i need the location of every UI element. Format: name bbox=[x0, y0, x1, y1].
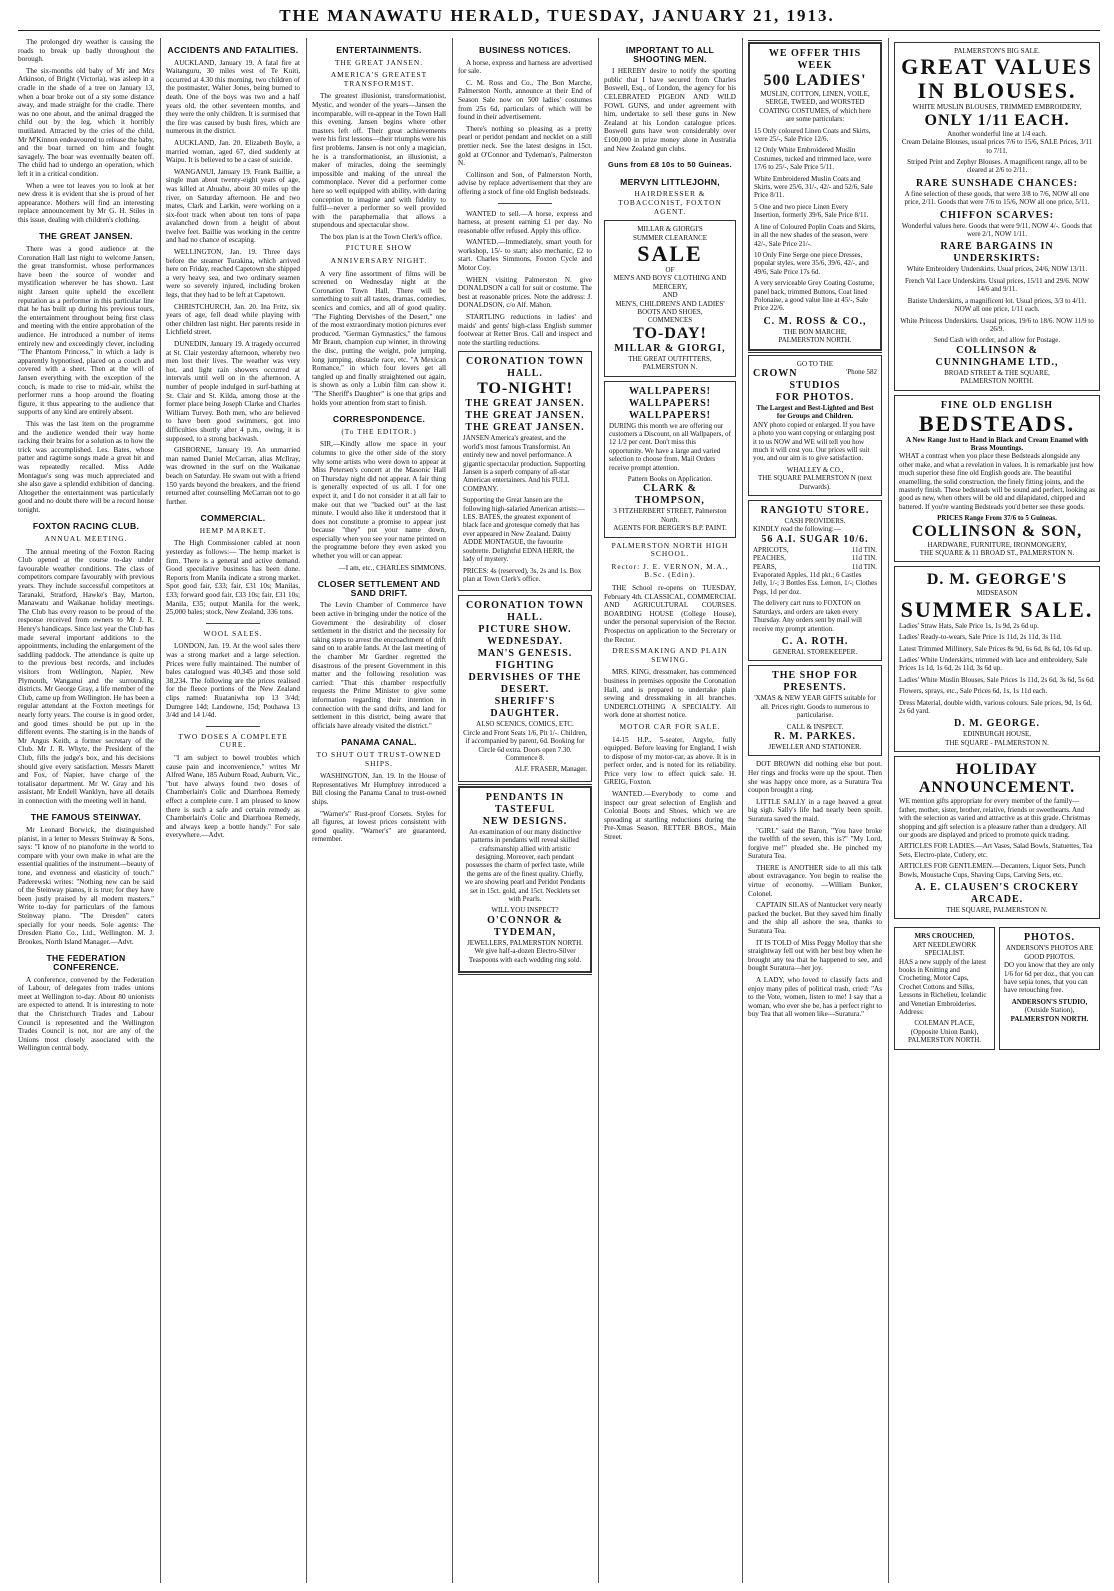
heading: THE FAMOUS STEINWAY. bbox=[30, 812, 142, 823]
crown-studios-advert bbox=[748, 355, 882, 496]
column-divider bbox=[598, 38, 599, 1583]
column-divider bbox=[888, 38, 889, 1583]
ad-line: MILLAR & GIORGI, bbox=[614, 342, 726, 354]
heading: PALMERSTON NORTH HIGH SCHOOL. bbox=[611, 540, 729, 559]
heading: ENTERTAINMENTS. bbox=[336, 45, 422, 55]
paragraph: Mr Leonard Borwick, the distinguished pianist, in a letter to Messrs Steinway & Sons, says: "I know of no pianoforte in the world to compare with your own make in what are the essential qualities of the instrument—beauty of tone, and evenness and elasticity of touch." Paderewski writes: "Nothing new can be said of the Steinway pianos, it is true; for they have been justly praised by all modern masters." Write to-day for particulars of the famous Steinway piano. "The Dresden" caters specially for your needs. Sole agents: The Dresden Piano Co., Ltd., Wellington. M. J. Brookes, North Island Manager.—Advt. bbox=[18, 826, 154, 946]
ad-text: A line of Coloured Poplin Coats and Skirts, in all the new shades of the season, were 42/-, Sale Price 21/-. bbox=[754, 222, 876, 248]
ad-heading: MILLAR & GIORGI'S bbox=[637, 225, 703, 234]
paragraph: SIR,—Kindly allow me space in your columns to give the other side of the story why some artists who were down to appear at Miss Petersen's concert at the Masonic Hall on Thursday night did not appear. A fair thing is generally expected of us all. I for one expect it, and I do not consider it at all fair to make out that we "backed out" at the last minute. I would also like it understood that it does not constitute a promise to appear just because "they" put your name down, especially when you see your name printed on the programme before they even asked you whether you will or can appear. bbox=[312, 440, 446, 561]
classified-ad: WANTED to sell.—A horse, express and harness, at present earning £1 per day. No reasonable offer refused. Apply this office. bbox=[458, 209, 592, 235]
ad-line: PALMERSTON N. bbox=[642, 363, 698, 372]
ad-line: SHERIFF'S DAUGHTER. bbox=[490, 696, 560, 720]
bottom-adverts bbox=[894, 923, 1100, 1053]
ad-heading: TO-DAY! bbox=[633, 324, 707, 342]
paragraph: IT IS TOLD of Miss Peggy Molloy that she straightway fell out with her best boy when he brought any tea that he happened to see, and bought Suratura—her joy. bbox=[748, 938, 882, 973]
ad-heading: CORONATION TOWN HALL. bbox=[465, 600, 585, 624]
subheading: PICTURE SHOW bbox=[345, 243, 413, 253]
ad-line: THE SQUARE & 11 BROAD ST., PALMERSTON N. bbox=[919, 549, 1075, 557]
subheading: (To THE EDITOR.) bbox=[341, 426, 417, 436]
paragraph: The Levin Chamber of Commerce have been active in bringing under the notice of the Government the desirability of closer settlement in the district and the necessity for taking steps to arrest the encroachment of drift sand on to arable lands. At the last meeting of the chamber Mr Gardner regretted the disastrous of the present Government in this matter and the following resolution was carried: "That this chamber respectfully requests the Prime Minister to give some information regarding their intention in connection with the sand drifts, and land for settlement in this district, being aware that officials have already visited the district." bbox=[312, 601, 446, 730]
paragraph: C. M. Ross and Co., The Bon Marche, Palmerston North, announce at their End of Season Sale now on 500 ladies' costumes from 25s 6d, particulars of which will be found in their advertisement. bbox=[458, 78, 592, 122]
ad-heading: SALE bbox=[637, 240, 703, 266]
ad-line: PRICES Range From 37/6 to 5 Guineas. bbox=[937, 514, 1057, 523]
ad-line: GO TO THE bbox=[796, 359, 834, 368]
ad-line: ANDERSON'S STUDIO, bbox=[1011, 997, 1088, 1006]
subheading: TO SHUT OUT TRUST-OWNED SHIPS. bbox=[316, 749, 442, 768]
divider bbox=[206, 623, 260, 624]
ad-text: WHAT a contrast when you place these Bedsteads alongside any other make, and what a revelation in values. It is remarkable just how much superior these fine old English goods are. The beautiful enamelling, the solid construction, the finely fitting joints, and the masterly finish. These bedsteads will be sound and perfect, looking as good as new, when others will be old and dilapidated, chipped and battered. If you're wanting Bedsteads you'd better see these goods. bbox=[899, 452, 1095, 511]
ad-heading: PHOTOS. bbox=[1024, 932, 1075, 944]
ad-heading: MRS CROUCHED, bbox=[914, 932, 975, 941]
ad-text: PRICES: 4s (reserved), 3s, 2s and 1s. Box plan at Town Clerk's office. bbox=[463, 566, 582, 583]
ad-text: HAS a new supply of the latest books in Knitting and Crocheting, Motor Caps, Crochet Cottons and Silks, Lessons in Richelieu, Icelandic and Venetian Embroideries. Address: bbox=[899, 957, 987, 1016]
heading: COMMERCIAL. bbox=[200, 513, 266, 524]
ad-line: C. A. ROTH. bbox=[781, 635, 849, 647]
paragraph: "I am subject to bowel troubles which cause pain and inconvenience," writes Mr Alfred Wane, 185 Auburn Road, Auburn, Vic., "but have always found two doses of Chamberlain's Colic and Diarrhoea Remedy effect a complete cure. I am pleased to know there is such a safe and certain remedy as Chamberlain's Colic and Diarrhoea Remedy, and always keep a bottle handy." For sale everywhere.—Advt. bbox=[166, 753, 300, 840]
divider bbox=[206, 726, 260, 727]
ad-line: Another wonderful line at 1/4 each. bbox=[947, 129, 1047, 138]
column-divider bbox=[160, 38, 161, 1583]
ad-line: MERVYN LITTLEJOHN, bbox=[620, 176, 720, 187]
ad-line: CLARK & THOMPSON, bbox=[635, 483, 705, 507]
ad-line: A New Range Just to Hand in Black and Cream Enamel with Brass Mountings. bbox=[905, 435, 1089, 452]
parkes-advert bbox=[748, 665, 882, 756]
price-row bbox=[753, 563, 877, 571]
ad-heading: BEDSTEADS. bbox=[918, 410, 1076, 436]
blouses-advert bbox=[894, 42, 1100, 391]
ad-text: French Val Lace Underskirts. Usual prices, 15/11 and 29/6. NOW 14/6 and 9/11. bbox=[905, 276, 1089, 294]
paragraph: A very fine assortment of films will be screened on Wednesday night at the Coronation Town Hall. There will be something to suit all tastes, dramas, comedies, scenics and comics, and all of good quality. "The Fighting Dervishes of the Desert," one of the most extraordinary motion pictures ever produced. "German Gymnastics," the famous Mr Braun, champion cup winner, in throwing the disc, putting the weight, pole jumping, long jumping, obstacle race, etc. "A Mexican Romance," in which four lovers get all tangled up and finally straightened out again, is shown as only a Lubin film can show it. "The Sheriff's Daughter" is one that grips and holds your attention from start to finish. bbox=[312, 269, 446, 407]
ad-heading: FOR PHOTOS. bbox=[775, 391, 855, 403]
column-6 bbox=[748, 38, 882, 1583]
ad-heading: GREAT VALUES bbox=[901, 54, 1093, 80]
paragraph: THERE is ANOTHER side to all this talk about extravagance. You begin to realise the virtue of economy. —William Bunker, Colonel. bbox=[748, 863, 882, 898]
ad-heading: SUMMER SALE. bbox=[900, 596, 1094, 622]
ad-line: KINDLY read the following:— bbox=[753, 525, 841, 534]
ad-text: Latest Trimmed Millinery, Sale Prices 8s 9d, 6s 6d, 8s 6d, 10s 6d up. bbox=[899, 644, 1092, 653]
classified-ad: WANTED.—Immediately, smart youth for workshop, 15/- to start; also mechanic, £2 to start. Charles Simmons, Foxton Cycle and Motor Coy. bbox=[458, 238, 592, 273]
crouched-advert bbox=[894, 927, 995, 1049]
ad-line: WILL YOU INSPECT? bbox=[491, 906, 559, 915]
ad-line: ALSO SCENICS, COMICS, ETC. bbox=[476, 720, 574, 729]
ad-line: HAIRDRESSER & TOBACCONIST, FOXTON AGENT. bbox=[618, 189, 722, 216]
ad-heading: SUMMER CLEARANCE bbox=[632, 233, 708, 242]
subheading: WOOL SALES. bbox=[203, 628, 263, 638]
ad-text: We give half-a-dozen Electro-Silver Teaspoons with each wedding ring sold. bbox=[468, 947, 582, 964]
ad-line: PALMERSTON NORTH. bbox=[778, 336, 852, 345]
item-name: PEACHES, bbox=[753, 554, 786, 563]
ad-line: AGENTS FOR BERGER'S B.P. PAINT. bbox=[613, 524, 727, 533]
ad-line: WHITE MUSLIN BLOUSES, TRIMMED EMBROIDERY, bbox=[912, 103, 1082, 112]
ad-line: PALMERSTON NORTH. bbox=[960, 377, 1034, 386]
ad-text: Wonderful values here. Goods that were 9/11, NOW 4/-. Goods that were 2/1, NOW 1/11. bbox=[901, 221, 1093, 239]
paragraph: The six-months old baby of Mr and Mrs Atkinson, of Bright (Victoria), was asleep in a cradle in the shade of a tree on January 13, when a boar broke out of a sty some distance away, and made straight for the cradle. There was no one about, and the animal dragged the child out by the leg, which it horribly mutilated. Attracted by the cries of the child, Mr M'Kinnon endeavoured to release the baby, and the boar turned on him and fought savagely. The boar was eventually beaten off. The child had to undergo an operation, which left it in a critical condition. bbox=[18, 66, 154, 178]
paragraph: The annual meeting of the Foxton Racing Club opened at the course to-day under favourable weather conditions. The class of competitors compare favourably with previous years. They include successful competitors at Taranaki, Stratford, Hawke's Bay, Marton, Manawatu and Waikanae holiday meetings. The Club has every reason to be proud of the response received from owners to Mr J. R. Henry's handicaps. Since last year the Club has made several important additions to the appointments, including the enlargement of the saddling paddock. The attendance is quite up to the previous best records, and includes visitors from Wellington, Napier, New Plymouth, Wanganui and the surrounding districts. Mr George Gray, a life member of the Club, came up from Wellington. He has been a regular attendant at the Foxton meetings for nearly forty years. The course is in good order, and good times should be put up in the different events. The starting is in the hands of Mr Angus Keith, a former secretary of the Club. Mr J. R. Whyte, the President of the Club, fills the judge's box, and his decisions should give every satisfaction. Messrs Marett and Fox, of Napier, have charge of the totalisator department. Mr W. Gray and his assistant, Mr Endell Wanklyn, have all details in connection with the meeting well in hand. bbox=[18, 547, 154, 805]
ad-line: FIGHTING DERVISHES OF THE DESERT. bbox=[468, 660, 582, 696]
ad-text: 10 Only Fine Serge one piece Dresses, popular styles, were 35/6, 39/6, 42/-, and 49/6, Sale Price 17s 6d. bbox=[754, 250, 869, 276]
ad-text: MUSLIN, COTTON, LINEN, VOILE, SERGE, TWEED, and WORSTED COATING COSTUMES, of which here are some particulars: bbox=[759, 90, 871, 124]
ad-heading: 500 LADIES' bbox=[763, 72, 867, 89]
paragraph: The High Commissioner cabled at noon yesterday as follows:— The hemp market is firm. There is a general and active demand. Good speculative business has been done. Reports from Manila indicate a strong market. Spot good fair, £33; fair, £31 10s; Manilas, £33; forward good fair, £33 10s; fair, £31 10s; Manila, £35; output Manila for the week, 25,000 bales; stock, New Zealand, 336 tons. bbox=[166, 539, 300, 617]
ad-line: 3 FITZHERBERT STREET, Palmerston North. bbox=[613, 507, 727, 524]
ad-text: DURING this month we are offering our customers a Discount, on all Wallpapers, of 12 1/2 per cent. Don't miss this opportunity. We have a large and varied selection to choose from. Mail Orders receive prompt attention. bbox=[609, 421, 731, 472]
ad-text: An examination of our many distinctive patterns in pendants will reveal skilled craftsmanship allied with artistic designing. Moreover, each pendant possesses the charm of perfect taste, while the gems are of the finest quality. Chiefly, we are showing pearl and Peridot Pendants set in 15ct. gold, and 15ct. Necklets set with Pearls. bbox=[464, 827, 586, 903]
subheading: AMERICA'S GREATEST TRANSFORMIST. bbox=[330, 70, 428, 88]
ad-line: PALMERSTON'S BIG SALE. bbox=[954, 47, 1040, 55]
ad-line: THE GREAT JANSEN. bbox=[465, 410, 585, 422]
ad-line: AND bbox=[662, 291, 678, 300]
paragraph: WANGANUI, January 19. Frank Baillie, a single man about twenty-eight years of age, was killed at Ahuahu, about 30 miles up the river, on Saturday afternoon. He and two mates, Clark and Larkin, were working on a six-foot track when about ten tons of papa avalanched down from a height of about twelve feet. Baillie was working in the centre and had no chance of escaping. bbox=[166, 167, 300, 245]
ad-line: WEDNESDAY. bbox=[487, 636, 563, 648]
ad-line: Send Cash with order, and allow for Postage. bbox=[933, 336, 1061, 345]
ad-line: CUNNINGHAME LTD., bbox=[935, 356, 1059, 368]
ad-line: THE GREAT OUTFITTERS, bbox=[628, 354, 712, 363]
paragraph: —I am, etc., CHARLES SIMMONS. bbox=[338, 563, 446, 572]
heading: THE GREAT JANSEN. bbox=[39, 231, 133, 242]
paragraph: Collinson and Son, of Palmerston North, advise by replace advertisement that they are offering a stock of fine old English bedsteads. bbox=[458, 170, 592, 196]
ad-line: EDINBURGH HOUSE, bbox=[962, 730, 1032, 739]
column-4 bbox=[458, 38, 592, 1583]
ad-heading: CORONATION TOWN HALL. bbox=[465, 356, 585, 380]
item-price: 11d TIN. bbox=[851, 545, 877, 554]
ad-line: Guns from £8 10s to 50 Guineas. bbox=[608, 160, 732, 170]
jansen-advert bbox=[458, 351, 592, 591]
column-divider bbox=[452, 38, 453, 1583]
column-5 bbox=[604, 38, 736, 1583]
item-name: PEARS, bbox=[753, 562, 777, 571]
ad-line: A. E. CLAUSEN'S CROCKERY ARCADE. bbox=[914, 881, 1080, 905]
paragraph: A LADY, who loved to classify facts and enjoy many piles of political trash, cried: "As to the Vote, women, listen to me! I say that a woman, who ever she be, has a perfect right to buy Tea that all women like—Suratura." bbox=[748, 976, 882, 1019]
ad-heading: RARE SUNSHADE CHANCES: bbox=[915, 177, 1079, 189]
column-divider bbox=[742, 38, 743, 1583]
ad-line: JEWELLER AND STATIONER. bbox=[768, 742, 862, 751]
ad-text: Ladies' Ready-to-wears, Sale Price 1s 11d, 2s 11d, 3s 11d. bbox=[899, 633, 1062, 642]
ad-text: White Embroidery Underskirts. Usual prices, 24/6, NOW 13/11. bbox=[906, 265, 1088, 274]
ad-heading: STUDIOS bbox=[789, 379, 841, 391]
ad-line: R. M. PARKES. bbox=[774, 730, 856, 742]
ad-line: MIDSEASON bbox=[976, 589, 1018, 598]
ad-text: JANSEN America's greatest, and the world's most famous Transformist. An entirely new and novel performance. A gigantic spectacular production. Supporting Jansen is a superb company of all-star American entertainers. And his FULL COMPANY. bbox=[463, 434, 586, 493]
heading: CORRESPONDENCE. bbox=[332, 414, 426, 425]
paragraph: The prolonged dry weather is causing the roads to break up badly throughout the borough. bbox=[18, 38, 154, 64]
ad-heading: FINE OLD ENGLISH bbox=[940, 399, 1054, 411]
paragraph: AUCKLAND, Jan. 20. Elizabeth Boyle, a married woman, aged 67, died suddenly at Waipu. It is believed to be a case of suicide. bbox=[166, 138, 300, 165]
ad-text: Circle and Front Seats 1/6, Pit 1/-. Children, if accompanied by parent, 6d. Booking for Circle 6d extra. Doors open 7.30. Commence 8. bbox=[463, 728, 587, 762]
ad-heading: WE OFFER THIS WEEK bbox=[768, 48, 862, 71]
paragraph: When a wee tot leaves you to look at her new dress it is evident that she is proud of her appearance. Mothers will find an interesting replace announcement by Mr G. H. Stiles in this issue, dealing with children's clothing. bbox=[18, 181, 154, 224]
subheading: ANNIVERSARY NIGHT. bbox=[330, 256, 428, 266]
ad-text: Batiste Underskirts, a magnificent lot. Usual prices, 3/3 to 4/11. NOW all one price, 1/11 each. bbox=[907, 296, 1087, 314]
ad-line: O'CONNOR & TYDEMAN, bbox=[487, 914, 563, 938]
paragraph: A horse, express and harness are advertised for sale. bbox=[458, 58, 592, 76]
ad-heading: TO-NIGHT! bbox=[477, 380, 573, 398]
ad-line: ANDERSON'S PHOTOS ARE GOOD PHOTOS. bbox=[1005, 944, 1094, 961]
column-1 bbox=[18, 38, 154, 1583]
ad-text: ARTICLES FOR GENTLEMEN.—Decanters, Liquor Sets, Punch Bowls, Moustache Cups, Shaving Cups, Carving Sets, etc. bbox=[899, 862, 1086, 879]
paragraph: "GIRL" said the Baron, "You have broke the twelfth of the seven, this is?" "My Lord, forgive me!" pleaded she. He pinched my Suratura Tea. bbox=[748, 826, 882, 861]
ad-text: Ladies' White Muslin Blouses, Sale Prices 1s 11d, 2s 6d, 3s 6d, 5s 6d. bbox=[899, 675, 1095, 684]
ad-line: COMMENCES bbox=[647, 316, 693, 325]
paragraph: DUNEDIN, January 19. A tragedy occurred at St. Clair yesterday afternoon, whereby two men lost their lives. The weather was very hot, and light rain showers occurred at intervals until well on in the afternoon. A number of people indulged in surf-bathing at St. Clair and St. Kilda, among those at the former place being Joseph Clarke and Charles William Turvey. Both men, who are believed to have been good swimmers, got into difficulties shortly after 4 p.m., owing, it is supposed, to a strong backwash. bbox=[166, 340, 300, 443]
rangiotu-advert bbox=[748, 500, 882, 661]
ad-line: C. M. ROSS & CO., bbox=[763, 315, 867, 327]
ad-line: WHALLEY & CO., bbox=[786, 465, 844, 474]
paragraph: LITTLE SALLY in a rage heaved a great big sigh. Sally's life had nearly been spoilt. Suratura saved the maid. bbox=[748, 797, 882, 823]
paragraph: AUCKLAND, January 19. A fatal fire at Waitanguru, 30 miles west of Te Kuiti, occurred at 4.30 this morning, two children of the postmaster, Walter Jones, being burned to death. One of the boys was two and a half years old, the other seventeen months, and they were the only children. It is surmised that the fire was caused by bush fires, which are numerous in the district. bbox=[166, 58, 300, 136]
ad-line: MEN'S AND BOYS' CLOTHING AND MERCERY, bbox=[613, 274, 727, 291]
column-3 bbox=[312, 38, 446, 1583]
ad-text: ANY photo copied or enlarged. If you have a photo you want copying or enlarging post it to us NOW and WE will tell you how much it will cost you. Our prices will suit you, and our aim is to give satisfaction. bbox=[753, 420, 875, 463]
heading: THE FEDERATION CONFERENCE. bbox=[46, 953, 126, 972]
ad-heading: D. M. GEORGE'S bbox=[926, 571, 1068, 589]
ad-heading: CROWN bbox=[753, 367, 798, 379]
heading: PANAMA CANAL. bbox=[341, 737, 417, 748]
ad-line: OF bbox=[665, 265, 675, 274]
ad-text: White Embroidered Muslin Coats and Skirts, were 25/6, 31/-, 42/- and 52/6, Sale Price 8/11. bbox=[754, 174, 873, 200]
heading: DRESSMAKING AND PLAIN SEWING. bbox=[612, 646, 728, 664]
paragraph: CHRISTCHURCH, Jan. 20. Ina Fritz, six years of age, fell dead while playing with other children last night. Her parents reside in Lichfield street. bbox=[166, 302, 300, 337]
ad-heading: RANGIOTU STORE. bbox=[760, 505, 870, 517]
paragraph: There's nothing so pleasing as a pretty pearl or peridot pendant and necklet on a still prettier neck. See the latest designs in 15ct. gold at O'Connor and Tydeman's, Palmerston N. bbox=[458, 124, 592, 168]
pendants-advert bbox=[458, 786, 592, 973]
column-divider bbox=[306, 38, 307, 1583]
ad-heading: RARE BARGAINS IN UNDERSKIRTS: bbox=[940, 241, 1054, 265]
ad-line: Pattern Books on Application. bbox=[627, 475, 713, 483]
paragraph: DOT BROWN did nothing else but pout. Her rings and frocks were up the spout. Then she was happy once more, as a Suratura Tea coupon brought a ring. bbox=[748, 760, 882, 795]
masthead: THE MANAWATU HERALD, TUESDAY, JANUARY 21, 1913. bbox=[279, 6, 835, 25]
ad-text: WE mention gifts appropriate for every member of the family—father, mother, sister, brother, relative, friends or sweethearts. And with the selection as varied and attractive as at this grade. Christmas shopping and gift selection is a pleasure rather than a drudgery. All our goods are displayed and priced to promote quick trading. bbox=[899, 797, 1091, 839]
ad-line: MAN'S GENESIS. bbox=[477, 648, 573, 660]
classified-ad: STARTLING reductions in ladies' and maids' and gents' high-class English summer footwear at Retter Bros. Call and inspect and note the startling reductions. bbox=[458, 313, 592, 347]
subheading: TWO DOSES A COMPLETE CURE. bbox=[178, 731, 288, 750]
ad-line: CASH PROVIDERS. bbox=[784, 517, 846, 526]
ad-text: Supporting the Great Jansen are the following high-salaried American artists:— LES. BATES, the greatest exponent of black face and grotesque comedy that has ever appeared in New Zealand. Dainty ADDE MONTAGUE, the favourite soubrette. Delightful EDNA HERR, the lady of mystery. bbox=[463, 496, 585, 564]
paragraph: LONDON, Jan. 19. At the wool sales there was a strong market and a large selection. Prices were fully maintained. The number of bales catalogued was 40,345 and those sold 38,234. The following are the prices realised for the fleece portions of the New Zealand clips named: Ruataniwha top 13 3/4d; Dumgree 14d; Landowne, 15d; Pouhawa 13 3/4d and 14 1/4d. bbox=[166, 642, 300, 720]
ad-line: MEN'S, CHILDREN'S AND LADIES' bbox=[615, 299, 725, 308]
anderson-advert bbox=[999, 927, 1100, 1049]
ad-text: Ladies' Straw Hats, Sale Price 1s, 1s 9d, 2s 6d up. bbox=[899, 621, 1039, 630]
bedsteads-advert bbox=[894, 395, 1100, 563]
ad-heading: ONLY 1/11 EACH. bbox=[924, 111, 1070, 129]
ad-heading: HOLIDAY bbox=[956, 761, 1038, 779]
divider bbox=[498, 203, 552, 204]
ad-text: 15 Only coloured Linen Coats and Skirts, were 25/-, Sale Price 12/6. bbox=[754, 126, 871, 144]
ad-heading: IN BLOUSES. bbox=[917, 78, 1077, 104]
ad-text: ARTICLES FOR LADIES.—Art Vases, Salad Bowls, Statuettes, Tea Sets, Electro-plate, Cutlery, etc. bbox=[899, 842, 1093, 859]
ad-line: THE SQUARE - PALMERSTON N. bbox=[945, 738, 1049, 747]
ad-text: Cream Delaine Blouses, usual prices 7/6 to 15/6, SALE Prices, 3/11 to 7/11. bbox=[901, 138, 1093, 155]
paragraph: This was the last item on the programme and the audience wended their way home racking their brains for a solution as to how the trick was accomplished. Les. Bates, whose patter and ragtime songs made a great hit and was repeatedly recalled. Miss Adde Montague's song was much appreciated and she also gave a splendid exhibition of dancing. Altogether the entertainment was particularly good and no doubt there will be a record house tonight. bbox=[18, 419, 154, 514]
holiday-advert bbox=[894, 756, 1100, 919]
heading: MOTOR CAR FOR SALE. bbox=[619, 721, 721, 731]
paragraph: THE School re-opens on TUESDAY, February 4th. CLASSICAL, COMMERCIAL AND AGRICULTURAL COURSES. BOARDING HOUSE (College House), under the personal supervision of the Rector. Prospectus on application to the Secretary or the Rector. bbox=[604, 584, 736, 644]
subheading: HEMP MARKET. bbox=[199, 525, 267, 535]
heading: ACCIDENTS AND FATALITIES. bbox=[167, 45, 299, 55]
ad-heading: WALLPAPERS! WALLPAPERS! WALLPAPERS! bbox=[629, 385, 711, 421]
item-price: 11d TIN. bbox=[851, 562, 877, 571]
ad-line: CALL & INSPECT. bbox=[786, 722, 844, 731]
ad-text: White Princess Underskirts. Usual prices, 19/6 to 18/6. NOW 11/9 to 26/9. bbox=[900, 316, 1094, 333]
ad-text: 5 One and two piece Linen Every Insertion, formerly 39/6, Sale Price 8/11. bbox=[754, 202, 869, 220]
heading: FOXTON RACING CLUB. bbox=[32, 521, 140, 532]
ad-line: COLEMAN PLACE, bbox=[914, 1019, 975, 1028]
paragraph: 14-15 H.P., 5-seater, Argyle, fully equipped. Before leaving for England, I wish to dispose of my motor-car, as above. It is in perfect order, and is noted for its reliability. Price very low to effect quick sale. H. GREIG, Foxton. bbox=[604, 735, 736, 787]
ad-line: 56 A.I. SUGAR 10/6. bbox=[761, 533, 869, 545]
ross-advert bbox=[748, 42, 882, 351]
ad-line: JEWELLERS, PALMERSTON NORTH. bbox=[467, 938, 583, 947]
price-row bbox=[753, 546, 877, 554]
paragraph: The greatest illusionist, transformationist, Mystic, and wonder of the years—Jansen the incomparable, will re-appear in the Town Hall this evening. Jansen begins where other masters left off. Their great achievements were his first lessons—their triumphs were his first problems. Jansen is not only a magician, he is a transformationist, an illusionist, a maker of miracles, doing the seemingly impossible and making of the unreal the commonplace. Never did a performer come here so well equipped with ability, with daring conception to imagine and with fidelity to fulfil—never a performer so well provided with the paraphernalia that allows a stupendous and spectacular show. bbox=[312, 92, 446, 230]
paragraph: WANTED.—Everybody to come and inspect our great selection of English and Colonial Boots and Shoes, which we are spreading at startling reductions during the Pre-Xmas Season. RETTER BROS., Main Street. bbox=[604, 790, 736, 842]
ad-text: Striped Print and Zephyr Blouses. A magnificent range, all to be cleared at 2/6 to 2/11. bbox=[907, 158, 1087, 175]
paragraph: MRS. KING, dressmaker, has commenced business in premises opposite the Coronation Hall, and is prepared to undertake plain sewing and dressmaking in all branches. UNDERCLOTHING A SPECIALTY. All work done at shortest notice. bbox=[604, 668, 736, 720]
ad-text: ALF. FRASER, Manager. bbox=[514, 765, 587, 774]
ad-line: THE GREAT JANSEN. bbox=[465, 422, 585, 434]
ad-line: GENERAL STOREKEEPER. bbox=[772, 647, 858, 656]
ad-heading: PENDANTS IN bbox=[485, 791, 565, 803]
price-row bbox=[753, 554, 877, 562]
ad-line: BOOTS AND SHOES, bbox=[637, 307, 703, 316]
picture-show-advert bbox=[458, 595, 592, 781]
paragraph: GISBORNE, January 19. An unmarried man named Daniel McCarran, alias McIlray, was drowned in the surf on the Waikanae beach on Saturday. He swam out with a friend 150 yards beyond the breakers, and the friend returned after counselling McCarran not to go further. bbox=[166, 446, 300, 506]
millar-giorgi-advert bbox=[604, 220, 736, 376]
ad-line: (Opposite Union Bank), PALMERSTON NORTH. bbox=[907, 1027, 982, 1045]
ad-line: HARDWARE, FURNITURE, IRONMONGERY, bbox=[927, 540, 1067, 549]
ad-line: THE BON MARCHE, bbox=[783, 327, 847, 336]
classified-ad: WHEN visiting Palmerston N. give DONALDSON a call for suit or costume. The best at reasonable prices. Note the address: J. DONALDSON, c/o Alf. Mahon. bbox=[458, 275, 592, 310]
ad-line: THE SQUARE, PALMERSTON N. bbox=[946, 905, 1048, 914]
paragraph: The box plan is at the Town Clerk's office. bbox=[320, 232, 443, 241]
heading: CLOSER SETTLEMENT AND SAND DRIFT. bbox=[317, 579, 441, 598]
george-advert bbox=[894, 566, 1100, 752]
ad-text: Evaporated Apples, 11d pkt.; 6 Castles Jelly, 1/-; 3 Bottles Ess. Lemon, 1/-; Clothes Pegs, 1d per doz. bbox=[753, 571, 877, 596]
heading: IMPORTANT TO ALL SHOOTING MEN. bbox=[625, 45, 715, 64]
column-7 bbox=[894, 38, 1100, 1583]
ad-text: A fine selection of these goods, that were 3/8 to 7/6, NOW all one price, 2/11. Goods that were 7/6 to 15/6, NOW all one price, 5/11. bbox=[904, 189, 1090, 207]
ad-line: (Outside Station), bbox=[1024, 1006, 1075, 1015]
ad-heading: CHIFFON SCARVES: bbox=[939, 209, 1055, 221]
paragraph: WELLINGTON, Jan. 19. Three days before the steamer Turakina, which arrived here on Friday, reached Capetown she shipped a very heavy sea, and two ordinary seamen were so severely injured, including broken legs, that they had to be left at Capetown. bbox=[166, 248, 300, 300]
subheading: THE GREAT JANSEN. bbox=[334, 57, 424, 67]
wallpaper-advert bbox=[604, 381, 736, 538]
phone-number: 'Phone 582 bbox=[845, 367, 877, 376]
column-2 bbox=[166, 38, 300, 1583]
paragraph: I HEREBY desire to notify the sporting public that I have secured from Charles Boswell, Esq., of London, the agency for his CELEBRATED PIGEON AND WILD FOWL GUNS, and under agreement with him, undertake to sell these guns in New Zealand at his London catalogue prices. Boswell guns have won considerably over £100,000 in prize money alone in Australia and New Zealand gun clubs. bbox=[604, 67, 736, 153]
paragraph: CAPTAIN SILAS of Nantucket very nearly packed the bucket. But they saved him finally and the ship all ashore the sea, thanks to Suratura Tea. bbox=[748, 901, 882, 936]
ad-text: Ladies' White Underskirts, trimmed with lace and embroidery, Sale Prices 1s 1d, 1s 6d, 2s 11d, 3s 6d up. bbox=[899, 656, 1088, 673]
ad-text: DO you know that they are only 1/6 for 6d per doz., that you can have sepia tones, that you can have retouching free. bbox=[1004, 961, 1095, 995]
ad-line: COLLINSON & bbox=[956, 344, 1038, 356]
item-name: APRICOTS, bbox=[753, 545, 789, 554]
ad-line: D. M. GEORGE. bbox=[953, 718, 1041, 730]
ad-text: Flowers, sprays, etc., Sale Prices 6d, 1s, 1s 11d each. bbox=[899, 687, 1048, 696]
ad-heading: THE SHOP FOR PRESENTS. bbox=[772, 670, 858, 694]
paragraph: "Warner's" Rust-proof Corsets. Styles for all figures, at lowest prices consistent with good quality. "Warner's" are guaranteed, remember. bbox=[312, 809, 446, 844]
ad-text: 12 Only White Embroidered Muslin Costumes, tucked and trimmed lace, were 17/6 to 25/-, Sale Price 5/11. bbox=[754, 146, 872, 172]
ad-line: PICTURE SHOW. bbox=[478, 624, 572, 636]
heading: BUSINESS NOTICES. bbox=[478, 45, 571, 55]
paragraph: WASHINGTON, Jan. 19. In the House of Representatives Mr Humphrey introduced a Bill closing the Panama Canal to trust-owned ships. bbox=[312, 772, 446, 806]
ad-heading: COLLINSON & SON, bbox=[911, 522, 1083, 540]
subheading: ANNUAL MEETING. bbox=[44, 534, 128, 544]
paragraph: There was a good audience at the Coronation Hall last night to welcome Jansen, the great transformist, whose performances have been the source of wonder and mystification wherever he has shown. Last night Jansen quite upheld the excellent reputation as a performer in this particular line that he has built up during his previous tours, the entertainment throughout being first class and meeting with the entire approbation of the audience. He introduced a number of items entirely new and exceedingly clever, including "The Phantom Princess," in which a lady is apparently hypnotised, placed on a couch and covered with a sheet. Then at the will of Jansen everything with the exception of the couch, is made to rise to mid-air, whilst the performer runs a hoop around the floating figure, it thus appearing to the audience that supports of any kind are entirely absent. bbox=[18, 245, 154, 417]
masthead-rule bbox=[18, 30, 1100, 31]
paragraph: A conference, convened by the Federation of Labour, of delegates from trades unions meet at Wellington to-day. About 80 unionists are expected to attend. It is interesting to note that the Christchurch Trades and Labour Council is represented and the Wellington Trades Council is not, nor are any of the Unions most closely associated with the Wellington central body. bbox=[18, 975, 154, 1053]
ad-heading: TASTEFUL bbox=[494, 803, 556, 815]
ad-line: The Largest and Best-Lighted and Best for Groups and Children. bbox=[756, 403, 874, 421]
ad-heading: ANNOUNCEMENT. bbox=[918, 779, 1076, 797]
ad-text: 'XMAS & NEW YEAR GIFTS suitable for all. Prices right. Goods to numerous to particularise. bbox=[754, 694, 876, 720]
ad-line: PALMERSTON NORTH. bbox=[1010, 1014, 1089, 1023]
ad-heading: NEW DESIGNS. bbox=[482, 815, 568, 827]
ad-text: A very serviceable Grey Coating Costume, panel back, trimmed Buttons, Coat lined Polonaise, a good value line at 45/-, Sale Price 22/6. bbox=[754, 279, 875, 313]
ad-line: ART NEEDLEWORK SPECIALIST. bbox=[912, 940, 977, 958]
ad-text: Dress Material, double width, various colours. Sale prices, 9d, 1s 6d, 2s 6d yard. bbox=[899, 698, 1092, 716]
ad-line: BROAD STREET & THE SQUARE, bbox=[944, 368, 1050, 377]
subheading: Rector: J. E. VERNON, M.A., B.Sc. (Edin). bbox=[611, 561, 729, 580]
ad-line: THE GREAT JANSEN. bbox=[465, 398, 585, 410]
ad-text: The delivery cart runs to FOXTON on Saturdays, and orders are taken every Thursday. Any orders sent by mail will receive my prompt attention. bbox=[753, 599, 863, 633]
item-price: 11d TIN. bbox=[851, 554, 877, 563]
ad-line: THE SQUARE PALMERSTON N (next Durwards). bbox=[758, 474, 872, 491]
